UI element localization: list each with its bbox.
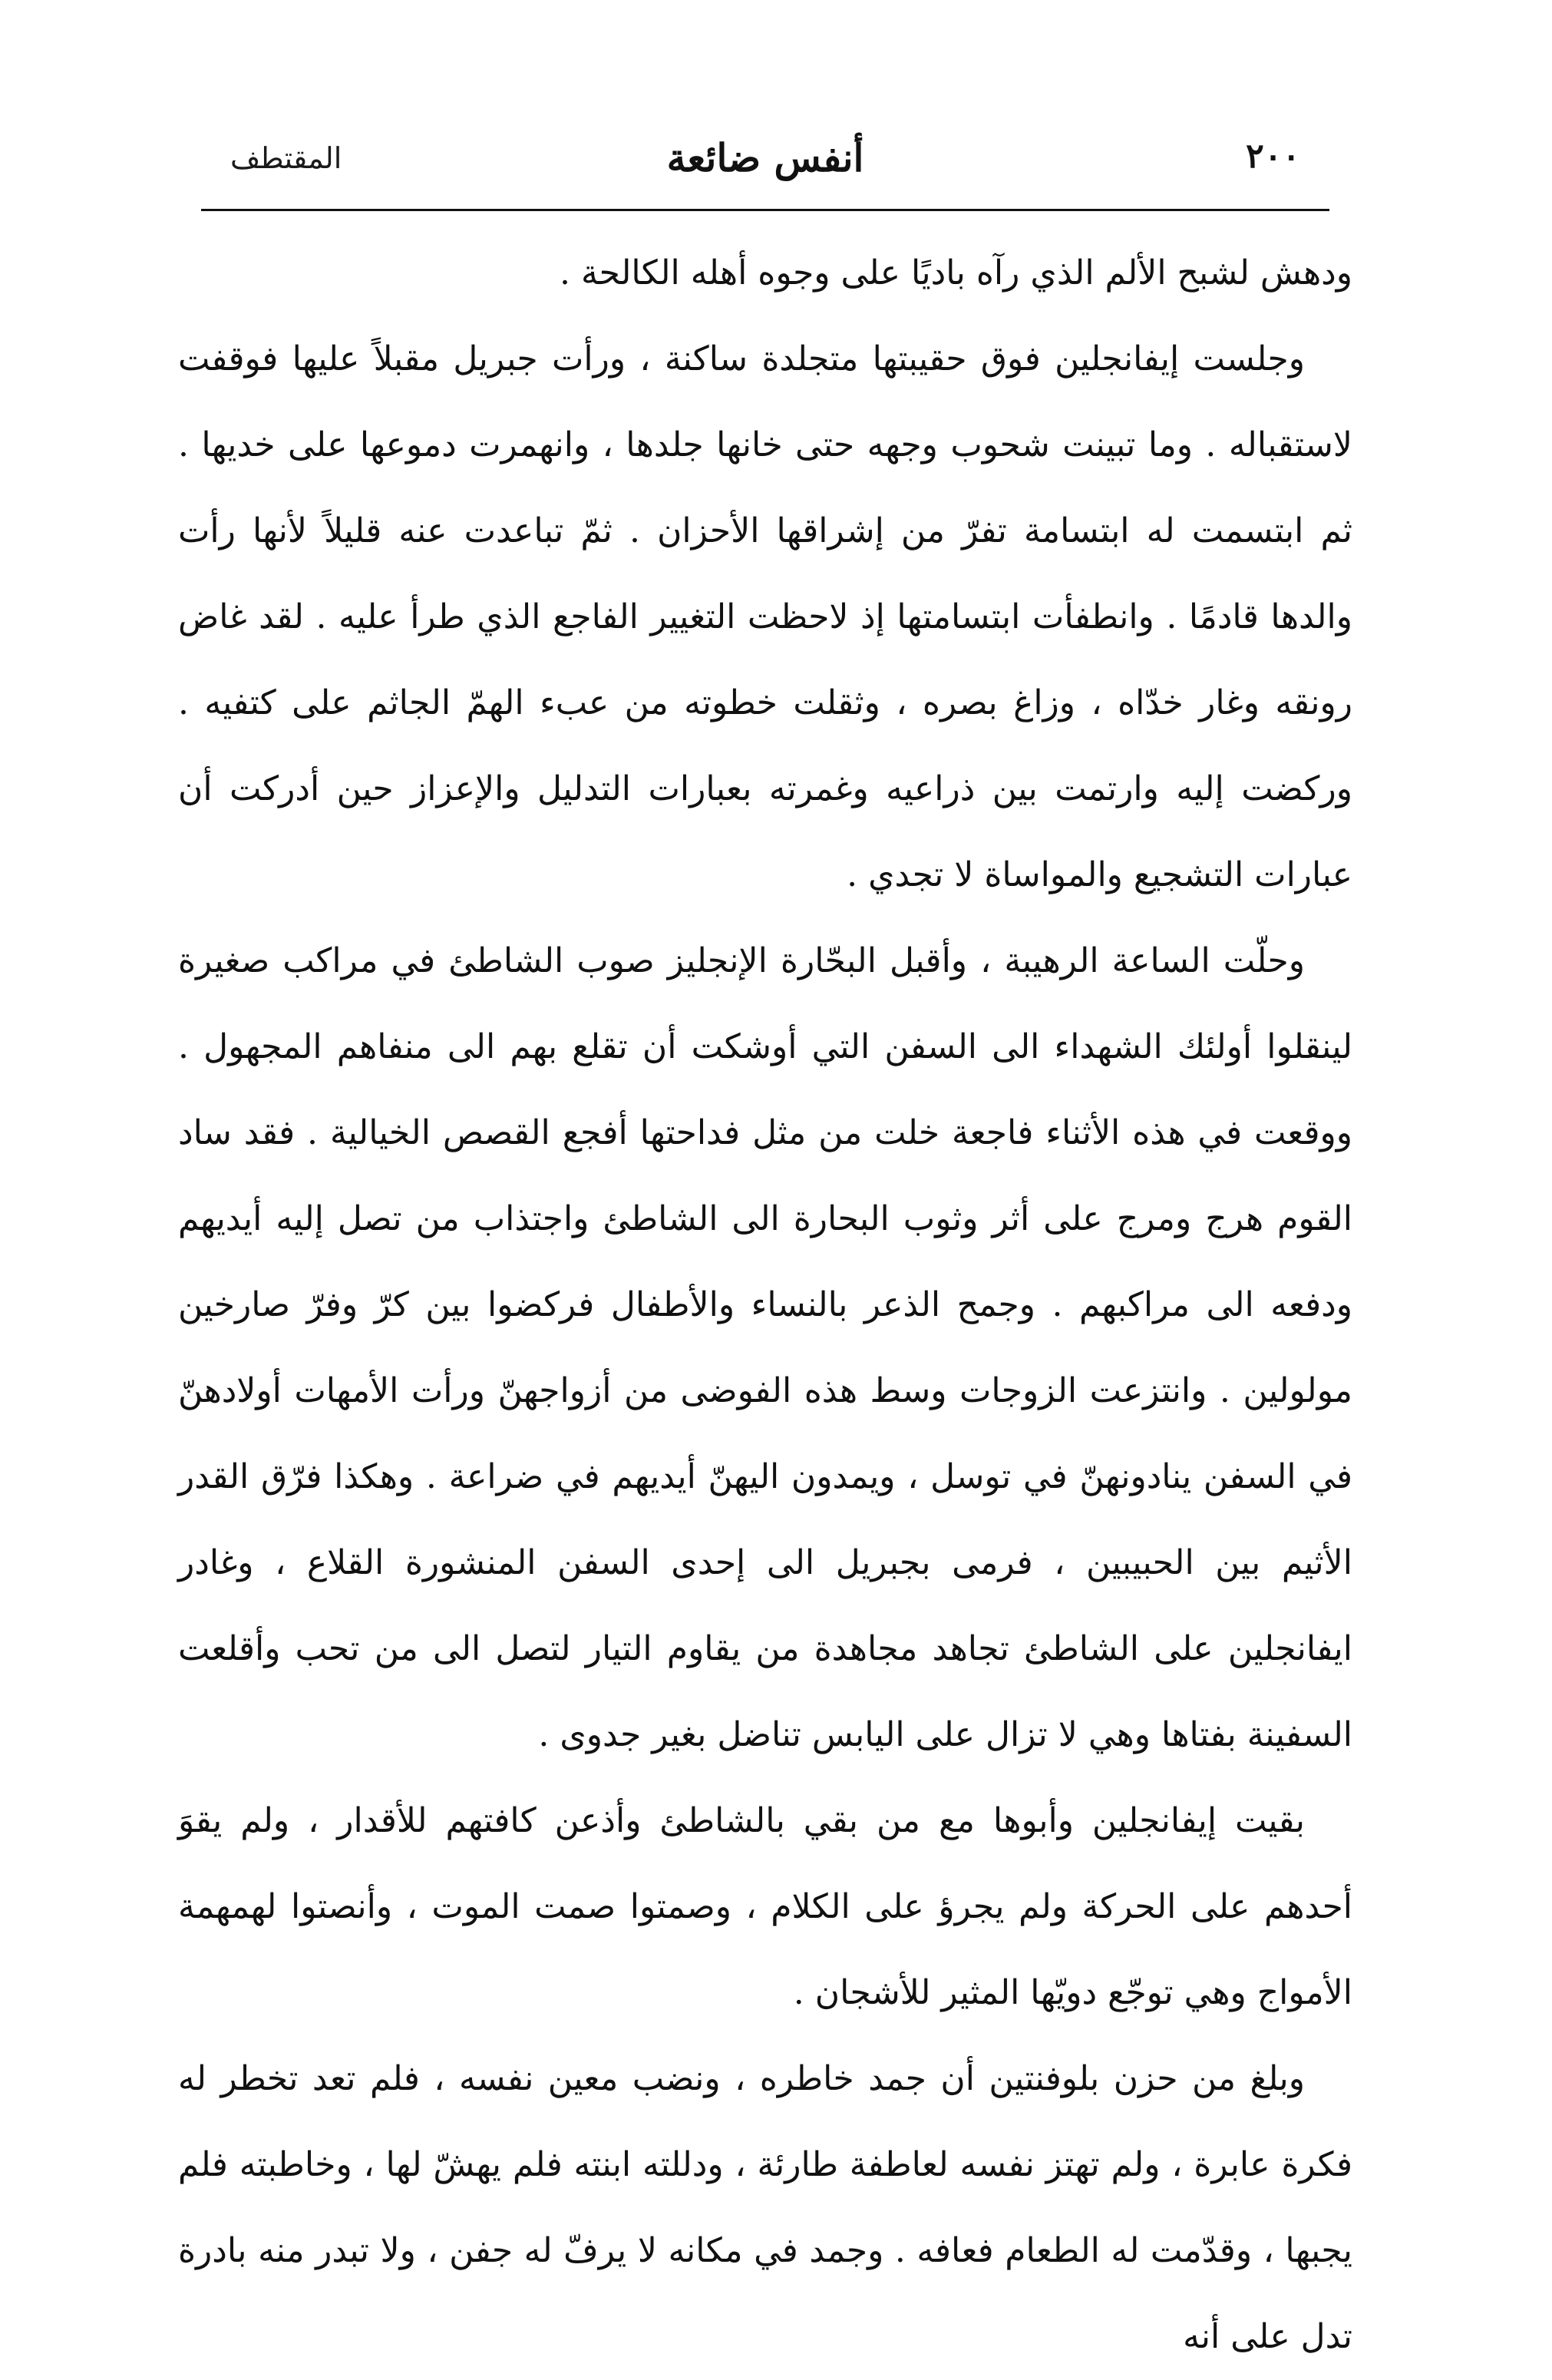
journal-name: المقتطف (230, 141, 342, 175)
header-divider (201, 209, 1329, 211)
paragraph: بقيت إيفانجلين وأبوها مع من بقي بالشاطئ وأذعن كافتهم للأقدار ، ولم يقوَ أحدهم على الحركة ولم يجرؤ على الكلام ، وصمتوا صمت الموت ، وأنصتوا لهمهمة الأمواج وهي توجّع دويّها المثير للأشجان . (178, 1801, 1352, 2012)
paragraph: وبلغ من حزن بلوفنتين أن جمد خاطره ، ونضب معين نفسه ، فلم تعد تخطر له فكرة عابرة ، ولم تهتز نفسه لعاطفة طارئة ، ودللته ابنته فلم يهشّ لها ، وخاطبته فلم يجبها ، وقدّمت له الطعام فعافه . وجمد في مكانه لا يرفّ له جفن ، ولا تبدر منه بادرة تدل على أنه (178, 2059, 1352, 2356)
page-number: ٢٠٠ (1246, 137, 1300, 176)
running-header (201, 131, 1329, 192)
paragraph: وجلست إيفانجلين فوق حقيبتها متجلدة ساكنة ، ورأت جبريل مقبلاً عليها فوقفت لاستقباله . وما تبينت شحوب وجهه حتى خانها جلدها ، وانهمرت دموعها على خديها . ثم ابتسمت له ابتسامة تفرّ من إشراقها الأحزان . ثمّ تباعدت عنه قليلاً لأنها رأت والدها قادمًا . وانطفأت ابتسامتها إذ لاحظت التغيير الفاجع الذي طرأ عليه . لقد غاض رونقه وغار خدّاه ، وزاغ بصره ، وثقلت خطوته من عبء الهمّ الجاثم على كتفيه . وركضت إليه وارتمت بين ذراعيه وغمرته بعبارات التدليل والإعزاز حين أدركت أن عبارات التشجيع والمواساة لا تجدي . (178, 339, 1352, 894)
paragraph: وحلّت الساعة الرهيبة ، وأقبل البحّارة الإنجليز صوب الشاطئ في مراكب صغيرة لينقلوا أولئك الشهداء الى السفن التي أوشكت أن تقلع بهم الى منفاهم المجهول . ووقعت في هذه الأثناء فاجعة خلت من مثل فداحتها أفجع القصص الخيالية . فقد ساد القوم هرج ومرج على أثر وثوب البحارة الى الشاطئ واجتذاب من تصل إليه أيديهم ودفعه الى مراكبهم . وجمح الذعر بالنساء والأطفال فركضوا بين كرّ وفرّ صارخين مولولين . وانتزعت الزوجات وسط هذه الفوضى من أزواجهنّ ورأت الأمهات أولادهنّ في السفن ينادونهنّ في توسل ، ويمدون اليهنّ أيديهم في ضراعة . وهكذا فرّق القدر الأثيم بين الحبيبين ، فرمى بجبريل الى إحدى السفن المنشورة القلاع ، وغادر ايفانجلين على الشاطئ تجاهد مجاهدة من يقاوم التيار لتصل الى من تحب وأقلعت السفينة بفتاها وهي لا تزال على اليابس تناضل بغير جدوى . (178, 941, 1352, 1754)
chapter-title: أنفس ضائعة (666, 135, 864, 180)
paragraph: ودهش لشبح الألم الذي رآه باديًا على وجوه أهله الكالحة . (560, 253, 1352, 293)
body-text (178, 230, 1352, 2380)
